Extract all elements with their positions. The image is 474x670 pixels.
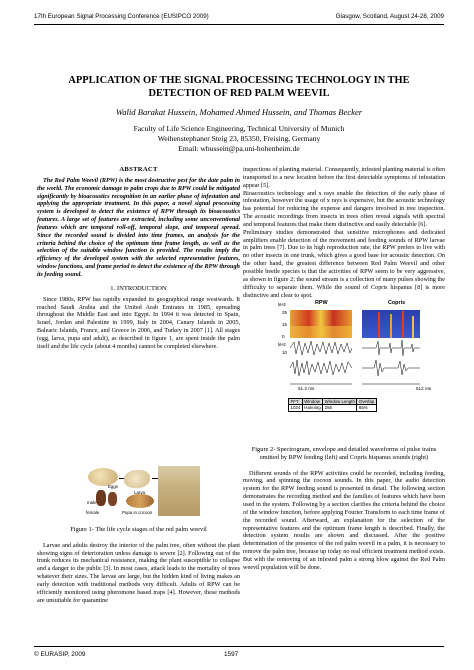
paper-title — [40, 74, 438, 100]
label-rpw: RPW — [315, 300, 328, 306]
tick-15: 15 — [282, 322, 288, 327]
right-paragraph-3: Preliminary studies demonstrated that sensitive microphones and dedicated amplifiers enable detection of the movement and feeding sounds of RPW larvae in palm trees [7]. Due to its high reproduction rate, the RPW prefers to live with no other insects in one trunk, which gives a good base for acoustic detection. On the other hand, the greatest difference between Red Palm Weevil and other possible beetle species is that the activities of RPW seem to be very aggressive, as shown in figure 2; the sound stream is a collection of many pulses showing the difficulty to separate them. While the sound of Copris hispanus [8] is more distinctive and clear to spot. — [243, 228, 445, 299]
parameter-table — [288, 398, 377, 412]
axis-khz-top: kHz — [278, 302, 286, 307]
figure-1-caption: Figure 1- The life cycle stages of the red palm weevil — [70, 526, 207, 533]
time-label: 512 ms — [416, 386, 432, 391]
affiliation-email: Email: whussein@pa.uni-hohenheim.de — [178, 144, 300, 153]
table-cell: 85% — [357, 405, 376, 411]
left-column — [37, 166, 240, 351]
table-header: Window Length — [324, 399, 355, 404]
introduction-heading: 1. INTRODUCTION — [110, 284, 167, 292]
affiliation-line-2: Weihenstephaner Steig 23, 85350, Freising, Germany — [157, 134, 321, 143]
table-header: Window — [302, 399, 322, 405]
table-cell: Hanning — [304, 405, 321, 411]
affiliation — [40, 124, 438, 154]
right-paragraph-4: Different sounds of the RPW activities could be recorded, including feeding, moving, and spinning the cocoon sounds. In this paper, the audio detection system for the RPW feeding sound is presented in detail. The following section demonstrates the recording method and the families of features which have been used in the system. Following by a section clarifies the criteria behind the choice of the window function, before applying Fourier Transform to each time frame of the recorded sound. Afterward, an explanation for the selection of the representative features and the optimum frame length is described. Finally, the detection system results are shown and discussed. After the positive determination of the presence of the red palm weevil in a palm, it is necessary to remove the palm tree, because up today no real efficient treatment method exists. But with the removing of an infested palm a strong blow against the Red Palm weevil population will be done. — [243, 469, 445, 571]
label-male: male — [87, 500, 97, 505]
female-weevil-photo — [108, 492, 117, 506]
table-cell: 256 — [323, 405, 357, 411]
affiliation-line-1: Faculty of Life Science Engineering, Technical University of Munich — [133, 124, 345, 133]
intro-paragraph-2: Larvae and adults destroy the interior of the palm tree, often without the plant showing signs of deterioration unless damage is severe [2]. Following out of the trunk reduces its mechanical resistance, making the plant susceptible to collapse and a danger to the public [3]. In most cases, attack leads to the mortality of trees whatever their sizes. The larvae are large, but the hidden kind of living makes an early detection with traditional methods very difficult. Adults of RPW can be efficiently monitored using pheromone based traps [4]. However, these methods are unsuitable for quarantine — [37, 541, 240, 604]
title-line-2: DETECTION OF RED PALM WEEVIL — [148, 88, 330, 99]
right-column-lower — [243, 446, 445, 572]
label-copris: Copris — [388, 300, 406, 306]
right-paragraph-2: Bioacoustics technology and x rays enable the detection of the early phase of infestation, however the usage of x rays is expensive, but the acoustic technology has potential for reducing the expense and dangers involved in tree inspection. The acoustic recordings from insects in trees often reveal signals with spectral and temporal features that make them distinctive and easily detectable [6]. — [243, 189, 445, 228]
tick-0: 0 — [282, 334, 285, 339]
running-header — [34, 13, 444, 23]
label-larva: Larva — [134, 490, 145, 495]
left-column-lower — [37, 526, 240, 605]
label-pupa: Pupa in cocoon — [122, 510, 153, 515]
spectrogram-plot — [290, 308, 440, 394]
location-date: Glasgow, Scotland, August 24-28, 2009 — [335, 13, 444, 20]
authors: Walid Barakat Hussein, Mohamed Ahmed Hussein, and Thomas Becker — [115, 107, 363, 117]
intro-paragraph-1: Since 1980s, RPW has rapidly expanded its geographical range westwards. It reached Saudi Arabia and the United Arab Emirates in 1985, spreading throughout the Middle East and into Egypt. In 1994 it was detected in Spain, Israel, Jordan and Palestine in 1999, Italy in 2004, Canary Islands in 2005, Balearic Islands, France, and Greece in 2006, and Turkey in 2007 [1]. All stages (egg, larva, pupa and adult), as described in figure 1, are spent inside the palm itself and the life cycle (about 4 months) cannot be completed elsewhere. — [37, 295, 240, 350]
arrow-icon — [119, 478, 124, 479]
figure-1-image — [86, 464, 201, 520]
label-eggs: Eggs — [108, 484, 119, 489]
larva-photo — [124, 470, 150, 488]
copyright: © EURASIP, 2009 — [34, 651, 86, 658]
tick-25: 25 — [282, 310, 288, 315]
label-female: female — [86, 510, 100, 515]
right-paragraph-1: inspections of planting material. Consequently, infested planting material is often transported to a new location before the first detectable symptoms of infestation appear [5]. — [243, 166, 445, 189]
page-number: 1597 — [224, 651, 239, 658]
pupa-photo — [126, 494, 154, 508]
header-divider — [34, 24, 444, 25]
axis-khz-bottom: kHz — [278, 342, 286, 347]
right-column — [243, 166, 445, 299]
abstract-body: The Red Palm Weevil (RPW) is the most destructive pest for the date palm in the world. The economic damage to palm crops due to RPW could be mitigated significantly by bioacoustics recognition in an earlier phase of infestation and applying the appropriate treatment. In this paper, a novel signal processing system is developed to detect the existence of RPW through its bioacoustics features. A large set of features are extracted, including some unconventional features which are temporal roll-off, temporal slope, and temporal spread. Since the recorded sound is divided into time frames, an analysis for the criteria behind the choice of the optimum time frame length, as well as the selection of the suitable window function is provided. The results imply the efficiency of the developed system with the selected representative features, window functions, and frame period to detect the existence of the RPW through its feeding sound. — [37, 176, 240, 278]
conference-name: 17th European Signal Processing Conference (EUSIPCO 2009) — [34, 13, 209, 20]
scale-label: 51.2 ms — [298, 386, 315, 391]
palm-trunk-photo — [158, 466, 200, 516]
tick-10: 10 — [282, 350, 288, 355]
figure-2-image — [280, 300, 440, 428]
table-row — [289, 405, 377, 411]
table-header: Overlap — [358, 399, 375, 404]
title-line-1: APPLICATION OF THE SIGNAL PROCESSING TECHNOLOGY IN THE — [68, 75, 410, 86]
arrow-icon — [152, 478, 158, 479]
figure-2-caption: Figure 2- Spectrogram, envelope and detailed waveforms of pulse trains emitted by RPW feeding (left) and Copris hispanus sounds (right) — [251, 446, 437, 461]
table-header: FFT — [289, 399, 303, 405]
abstract-heading: ABSTRACT — [119, 166, 158, 173]
male-weevil-photo — [96, 490, 106, 506]
table-cell: 1024 — [290, 405, 301, 411]
footer-divider — [34, 646, 444, 647]
